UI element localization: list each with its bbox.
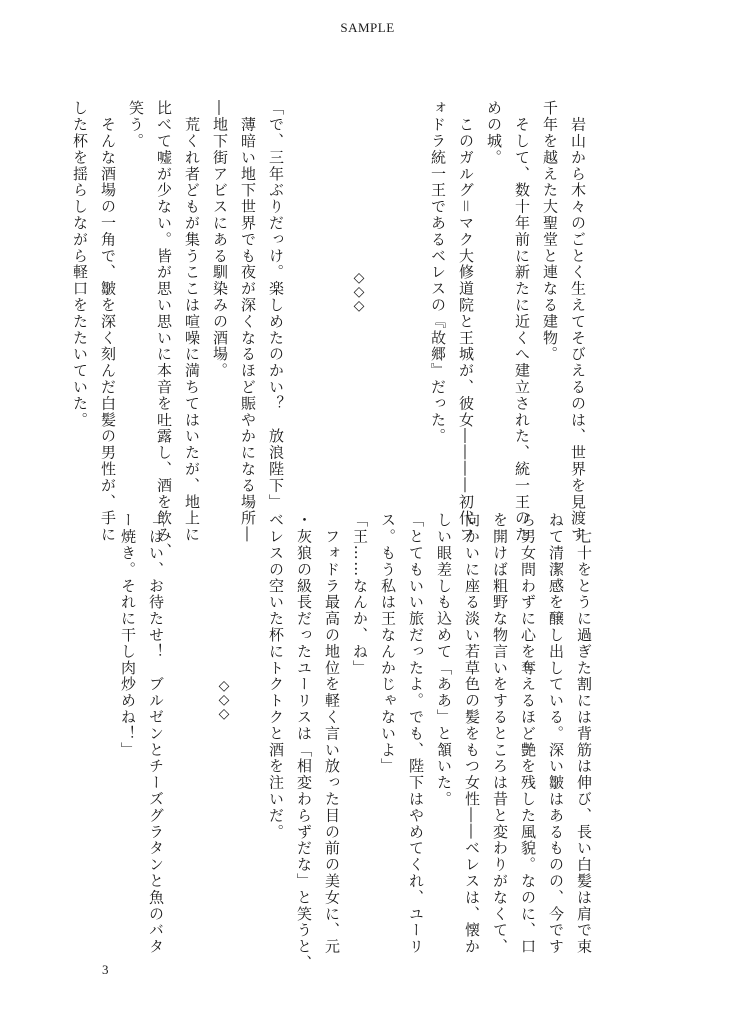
text-line: フォドラ最高の地位を軽く言い放った目の前の美女に、元 (323, 512, 341, 955)
text-line: 向かいに座る淡い若草色の髪をもつ女性――ベレスは、懐か (463, 512, 481, 955)
text-line: 七十をとうに過ぎた割には背筋は伸び、長い白髪は肩で束 (575, 512, 593, 955)
text-line: そんな酒場の一角で、皺を深く刻んだ白髪の男性が、手に (99, 100, 117, 543)
text-line: ら男女問わずに心を奪えるほど艶を残した風貌。なのに、口 (519, 512, 537, 955)
text-line: しい眼差しも込めて「ああ」と頷いた。 (435, 512, 453, 808)
text-line: ス。もう私は王なんかじゃないよ」 (379, 512, 397, 775)
section-separator: ◇◇◇ (216, 678, 232, 720)
text-line: 薄暗い地下世界でも夜が深くなるほど賑やかになる場所― (239, 100, 257, 543)
text-line: ー焼き。それに干し肉炒めね！」 (119, 512, 137, 758)
text-block-tavern-scene (71, 100, 290, 560)
text-line: このガルグ＝マク大修道院と王城が、彼女――――初代フ (457, 100, 475, 543)
text-block-yuri-conversation (267, 512, 598, 972)
text-line: 「はい、お待たせ！ ブルゼンとチーズグラタンと魚のバタ (147, 512, 165, 955)
text-line: ねて清潔感を醸し出している。深い皺はあるものの、今です (547, 512, 565, 955)
text-line: 「とてもいい旅だったよ。でも、陛下はやめてくれ、ユーリ (407, 512, 425, 955)
text-line: めの城。 (485, 100, 503, 166)
text-line: ―地下街アビスにある馴染みの酒場。 (211, 100, 229, 379)
text-line: 「で、三年ぶりだっけ。楽しめたのかい？ 放浪陛下」 (267, 100, 285, 510)
page-number: 3 (102, 962, 109, 977)
section-separator: ◇◇◇ (351, 270, 367, 312)
text-block-castle-intro (429, 100, 592, 543)
text-line: 比べて嘘が少ない。皆が思い思いに本音を吐露し、酒を飲み、 (155, 100, 173, 560)
text-line: 千年を越えた大聖堂と連なる建物。 (541, 100, 559, 363)
text-line: そして、数十年前に新たに近くへ建立された、統一王のた (513, 100, 531, 543)
text-line: 「王……なんか、ね」 (351, 512, 369, 676)
text-block-food-order (110, 512, 170, 955)
text-line: した杯を揺らしながら軽口をたたいていた。 (71, 100, 89, 428)
text-line: ・灰狼の級長だったユーリスは「相変わらずだな」と笑うと、 (295, 512, 313, 972)
text-line: を開けば粗野な物言いをするところは昔と変わりがなくて、 (491, 512, 509, 955)
text-line: 笑う。 (127, 100, 145, 150)
text-line: ォドラ統一王であるベレスの『故郷』だった。 (429, 100, 447, 445)
text-line: 荒くれ者どもが集うここは喧噪に満ちてはいたが、地上に (183, 100, 201, 543)
text-line: 岩山から木々のごとく生えてそびえるのは、世界を見渡す (569, 100, 587, 543)
text-line: ベレスの空いた杯にトクトクと酒を注いだ。 (267, 512, 285, 840)
page-header-title: SAMPLE (340, 20, 395, 35)
